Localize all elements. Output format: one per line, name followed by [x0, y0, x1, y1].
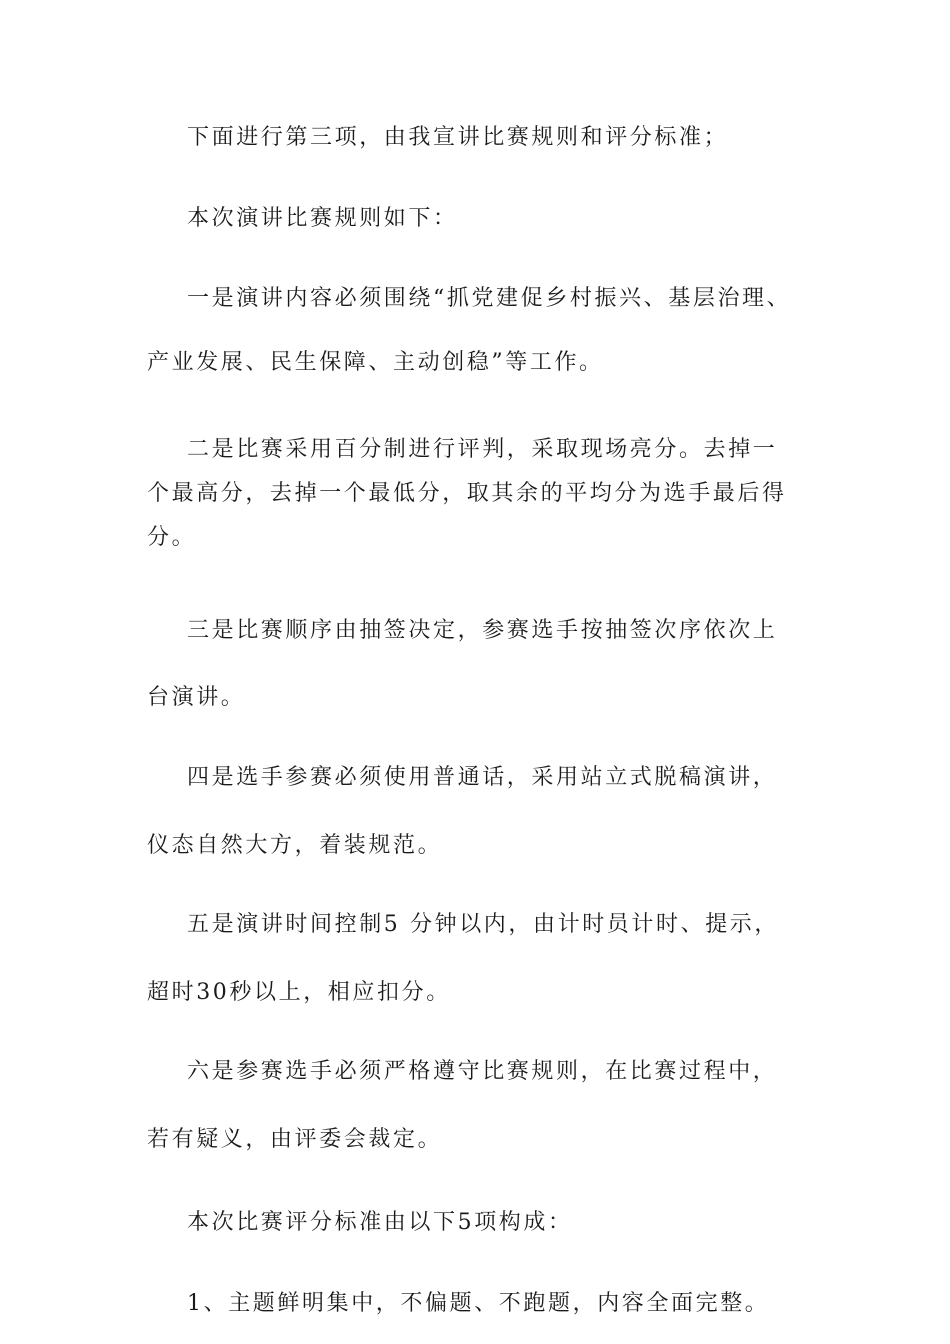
paragraph-line: 分。 [147, 525, 197, 550]
rule-2 [147, 439, 807, 549]
paragraph-line: 四是选手参赛必须使用普通话，采用站立式脱稿演讲， [187, 765, 778, 790]
paragraph-line: 产业发展、民生保障、主动创稳”等工作。 [147, 350, 604, 375]
paragraph-line: 五是演讲时间控制5 分钟以内，由计时员计时、提示， [187, 912, 779, 937]
paragraph-line: 下面进行第三项，由我宣讲比赛规则和评分标准； [187, 125, 729, 150]
scoring-item-1 [147, 1293, 807, 1315]
paragraph-item-3 [147, 127, 807, 149]
rules-intro [147, 208, 807, 230]
rule-6 [147, 1061, 807, 1151]
paragraph-line: 1、主题鲜明集中，不偏题、不跑题，内容全面完整。 [187, 1291, 770, 1316]
paragraph-line: 本次演讲比赛规则如下： [187, 206, 458, 231]
paragraph-line: 六是参赛选手必须严格遵守比赛规则，在比赛过程中， [187, 1059, 778, 1084]
paragraph-line: 若有疑义，由评委会裁定。 [147, 1127, 443, 1152]
paragraph-line: 个最高分，去掉一个最低分，取其余的平均分为选手最后得 [147, 481, 787, 506]
scoring-intro [147, 1212, 807, 1234]
paragraph-line: 本次比赛评分标准由以下5项构成： [187, 1210, 573, 1235]
paragraph-line: 仪态自然大方，着装规范。 [147, 833, 443, 858]
rule-4 [147, 767, 807, 857]
paragraph-line: 三是比赛顺序由抽签决定，参赛选手按抽签次序依次上 [187, 618, 778, 643]
rule-5 [147, 914, 807, 1004]
paragraph-line: 一是演讲内容必须围绕“抓党建促乡村振兴、基层治理、 [187, 286, 792, 311]
rule-3 [147, 620, 807, 709]
rule-1 [147, 288, 807, 374]
paragraph-line: 二是比赛采用百分制进行评判，采取现场亮分。去掉一 [187, 437, 778, 462]
paragraph-line: 台演讲。 [147, 685, 246, 710]
paragraph-line: 超时30秒以上，相应扣分。 [147, 980, 451, 1005]
